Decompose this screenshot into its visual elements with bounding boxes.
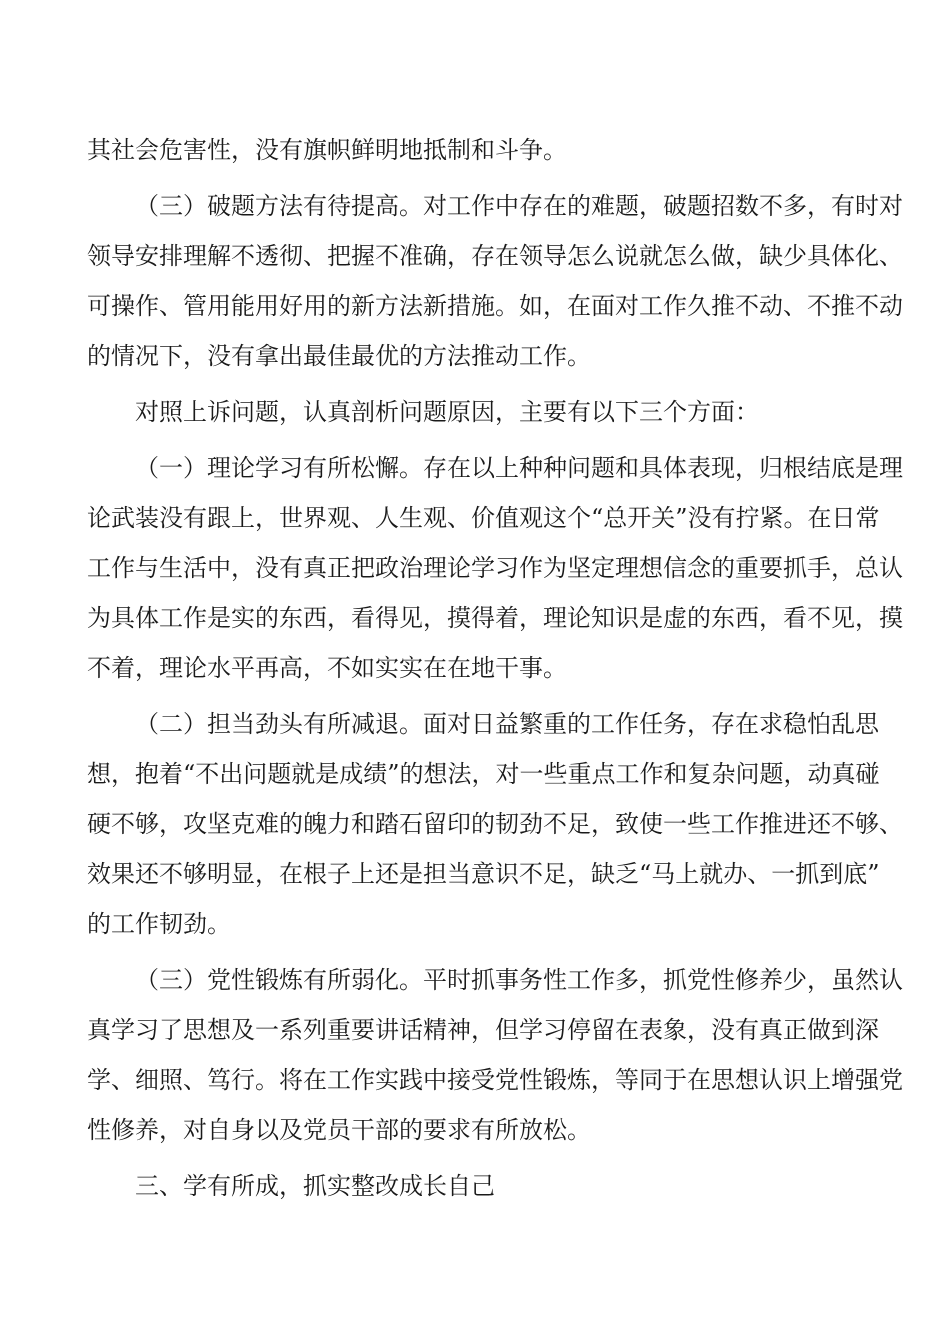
text-line: 的情况下，没有拿出最佳最优的方法推动工作。 [87, 342, 591, 370]
text-line: 工作与生活中，没有真正把政治理论学习作为坚定理想信念的重要抓手，总认 [87, 554, 903, 582]
text-line: 学、细照、笃行。将在工作实践中接受党性锻炼，等同于在思想认识上增强党 [87, 1066, 903, 1094]
text-line: 可操作、管用能用好用的新方法新措施。如，在面对工作久推不动、不推不动 [87, 292, 903, 320]
text-line: 想，抱着“不出问题就是成绩”的想法，对一些重点工作和复杂问题，动真碰 [87, 760, 880, 788]
text-line: 领导安排理解不透彻、把握不准确，存在领导怎么说就怎么做，缺少具体化、 [87, 242, 903, 270]
paragraph-heading-line: （二）担当劲头有所减退。面对日益繁重的工作任务，存在求稳怕乱思 [135, 710, 879, 738]
paragraph-intro-line: 对照上诉问题，认真剖析问题原因，主要有以下三个方面： [135, 398, 759, 426]
text-line: 其社会危害性，没有旗帜鲜明地抵制和斗争。 [87, 136, 567, 164]
paragraph-heading-line: （一）理论学习有所松懈。存在以上种种问题和具体表现，归根结底是理 [135, 454, 903, 482]
paragraph-heading-line: （三）党性锻炼有所弱化。平时抓事务性工作多，抓党性修养少，虽然认 [135, 966, 903, 994]
text-line: 真学习了思想及一系列重要讲话精神，但学习停留在表象，没有真正做到深 [87, 1016, 879, 1044]
text-line: 的工作韧劲。 [87, 910, 231, 938]
text-line: 不着，理论水平再高，不如实实在在地干事。 [87, 654, 567, 682]
paragraph-heading-line: （三）破题方法有待提高。对工作中存在的难题，破题招数不多，有时对 [135, 192, 903, 220]
section-heading: 三、学有所成，抓实整改成长自己 [135, 1172, 495, 1200]
text-line: 论武装没有跟上，世界观、人生观、价值观这个“总开关”没有拧紧。在日常 [87, 504, 880, 532]
text-line: 为具体工作是实的东西，看得见，摸得着，理论知识是虚的东西，看不见，摸 [87, 604, 903, 632]
text-line: 硬不够，攻坚克难的魄力和踏石留印的韧劲不足，致使一些工作推进还不够、 [87, 810, 903, 838]
text-line: 性修养，对自身以及党员干部的要求有所放松。 [87, 1116, 591, 1144]
text-line: 效果还不够明显，在根子上还是担当意识不足，缺乏“马上就办、一抓到底” [87, 860, 880, 888]
